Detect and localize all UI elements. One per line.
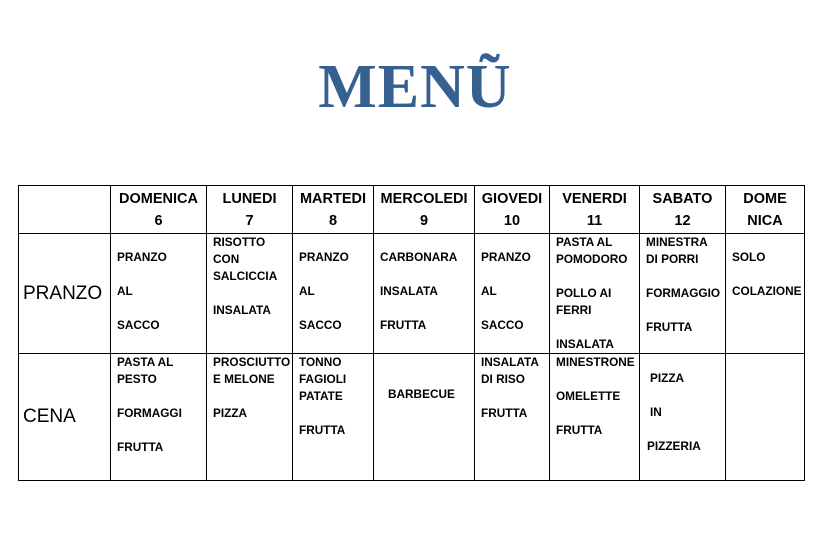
cena-venerdi [550,354,640,481]
menu-item: FRUTTA [380,318,427,332]
day-header-martedi: MARTEDI 8 [293,186,374,234]
menu-item: PIZZERIA [647,439,701,453]
menu-item: AL [481,284,497,298]
pranzo-venerdi [550,234,640,354]
menu-item: PATATE [299,389,343,403]
row-label-pranzo: PRANZO [19,234,111,354]
pranzo-sabato [640,234,726,354]
menu-item: FORMAGGIO [646,286,721,300]
menu-item: COLAZIONE [732,284,802,298]
menu-item: CON [213,252,240,266]
menu-item: FRUTTA [299,423,346,437]
menu-item: PESTO [117,372,157,386]
cena-sabato [640,354,726,481]
menu-item: MINESTRA [646,235,708,249]
menu-item: INSALATA [213,303,271,317]
pranzo-row [19,234,805,354]
pranzo-giovedi [475,234,550,354]
menu-item: AL [117,284,133,298]
day-header-sabato: SABATO 12 [640,186,726,234]
cena-domenica-2 [726,354,805,481]
menu-item: PRANZO [481,250,531,264]
menu-item: PASTA AL [556,235,613,249]
pranzo-lunedi [207,234,293,354]
corner-cell [19,186,111,234]
day-header-giovedi: GIOVEDI 10 [475,186,550,234]
menu-item: SACCO [481,318,524,332]
menu-item: OMELETTE [556,389,621,403]
day-header-venerdi: VENERDI 11 [550,186,640,234]
menu-item: PRANZO [299,250,349,264]
menu-item: PASTA AL [117,355,174,369]
menu-item: PIZZA [650,371,685,385]
menu-item: PROSCIUTTO [213,355,291,369]
row-label-cena: CENA [19,354,111,481]
menu-table [18,185,805,481]
menu-item: FORMAGGI [117,406,182,420]
cena-row [19,354,805,481]
menu-item: SOLO [732,250,766,264]
menu-item: PIZZA [213,406,248,420]
menu-item: E MELONE [213,372,275,386]
menu-item: FAGIOLI [299,372,347,386]
page-title: MENŨ [318,53,512,121]
cena-martedi [293,354,374,481]
menu-item: MINESTRONE [556,355,635,369]
menu-item: PRANZO [117,250,167,264]
menu-item: SACCO [117,318,160,332]
menu-item: SALCICCIA [213,269,278,283]
menu-item: FRUTTA [556,423,603,437]
menu-item: FRUTTA [481,406,528,420]
menu-item: RISOTTO [213,235,266,249]
menu-item: FRUTTA [117,440,164,454]
pranzo-martedi [293,234,374,354]
pranzo-domenica-2 [726,234,805,354]
day-header-domenica: DOMENICA 6 [111,186,207,234]
day-header-mercoledi: MERCOLEDI 9 [374,186,475,234]
menu-item: INSALATA [481,355,539,369]
cena-domenica [111,354,207,481]
menu-item: AL [299,284,315,298]
pranzo-mercoledi [374,234,475,354]
menu-item: TONNO [299,355,342,369]
menu-item: FERRI [556,303,592,317]
menu-item: FRUTTA [646,320,693,334]
cena-mercoledi [374,354,475,481]
menu-item: INSALATA [380,284,438,298]
day-header-domenica-2: DOME NICA [726,186,805,234]
cena-lunedi [207,354,293,481]
menu-item: POLLO AI [556,286,612,300]
menu-item: SACCO [299,318,342,332]
menu-item: POMODORO [556,252,628,266]
menu-item: BARBECUE [388,387,455,401]
menu-item: IN [650,405,662,419]
menu-item: INSALATA [556,337,614,351]
header-row [19,186,805,234]
cena-giovedi [475,354,550,481]
menu-item: DI RISO [481,372,525,386]
menu-item: CARBONARA [380,250,458,264]
day-header-lunedi: LUNEDI 7 [207,186,293,234]
menu-item: DI PORRI [646,252,699,266]
pranzo-domenica [111,234,207,354]
